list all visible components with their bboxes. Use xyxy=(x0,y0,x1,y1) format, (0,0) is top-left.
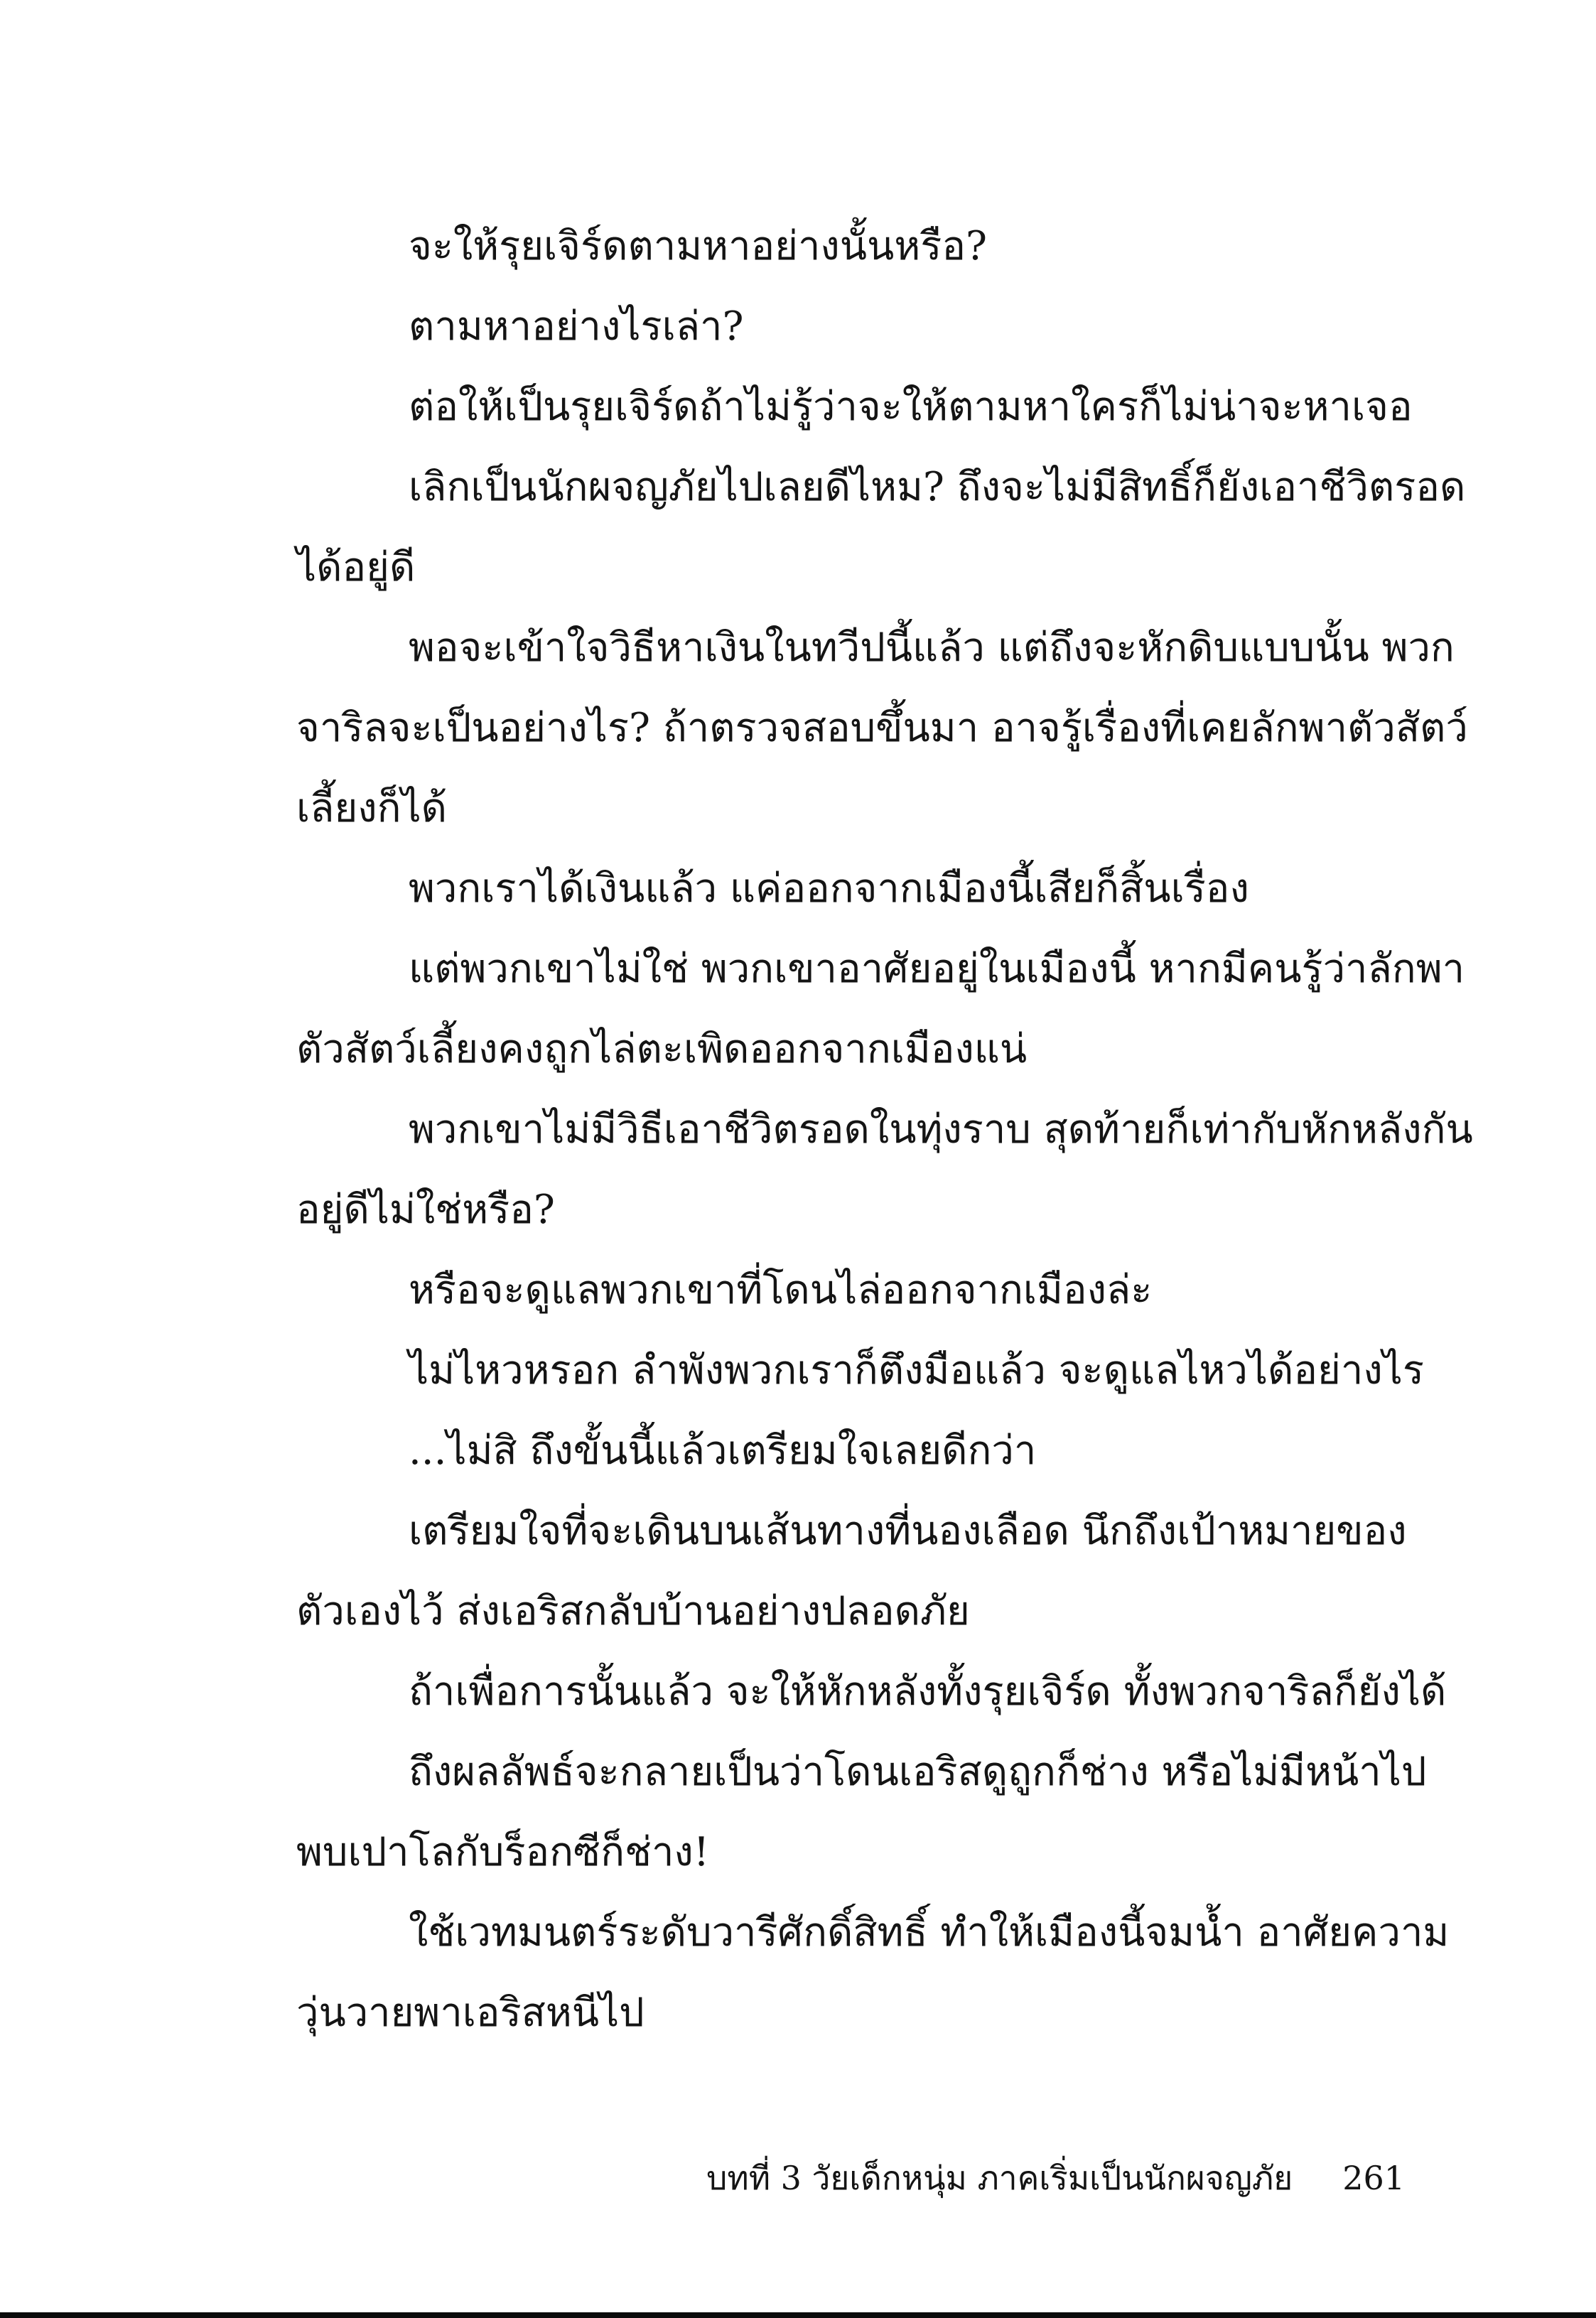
running-head: บทที่ 3 วัยเด็กหนุ่ม ภาคเริ่มเป็นนักผจญภัย xyxy=(706,2159,1293,2197)
paragraph-line: ตามหาอย่างไรเล่า? xyxy=(409,303,744,350)
page-number: 261 xyxy=(1342,2159,1405,2197)
paragraph-line: ได้อยู่ดี xyxy=(296,544,416,591)
paragraph-line: พอจะเข้าใจวิธีหาเงินในทวีปนี้แล้ว แต่ถึงจะหักดิบแบบนั้น พวก xyxy=(409,625,1455,671)
paragraph-line: ใช้เวทมนตร์ระดับวารีศักดิ์สิทธิ์ ทำให้เมืองนี้จมน้ำ อาศัยความ xyxy=(409,1909,1450,1956)
paragraph-line: อยู่ดีไม่ใช่หรือ? xyxy=(296,1187,555,1233)
page-footer xyxy=(296,2150,1405,2206)
paragraph-line: พวกเราได้เงินแล้ว แค่ออกจากเมืองนี้เสียก็สิ้นเรื่อง xyxy=(409,866,1249,912)
paragraph-line: ถึงผลลัพธ์จะกลายเป็นว่าโดนเอริสดูถูกก็ช่าง หรือไม่มีหน้าไป xyxy=(409,1749,1427,1795)
paragraph-line: ถ้าเพื่อการนั้นแล้ว จะให้หักหลังทั้งรุยเจิร์ด ทั้งพวกจาริลก็ยังได้ xyxy=(409,1669,1447,1715)
paragraph-line: ตัวสัตว์เลี้ยงคงถูกไล่ตะเพิดออกจากเมืองแน่ xyxy=(296,1026,1028,1072)
paragraph-line: พวกเขาไม่มีวิธีเอาชีวิตรอดในทุ่งราบ สุดท้ายก็เท่ากับหักหลังกัน xyxy=(409,1106,1473,1153)
paragraph-line: จะให้รุยเจิร์ดตามหาอย่างนั้นหรือ? xyxy=(409,223,987,269)
bottom-border xyxy=(0,2312,1596,2318)
paragraph-line: เลี้ยงก็ได้ xyxy=(296,785,448,831)
paragraph-line: ตัวเองไว้ ส่งเอริสกลับบ้านอย่างปลอดภัย xyxy=(296,1588,970,1634)
paragraph-line: พบเปาโลกับร็อกซีก็ช่าง! xyxy=(296,1829,710,1875)
paragraph-line: วุ่นวายพาเอริสหนีไป xyxy=(296,1990,645,2036)
paragraph-line: ไม่ไหวหรอก ลำพังพวกเราก็ตึงมือแล้ว จะดูแลไหวได้อย่างไร xyxy=(409,1347,1424,1394)
paragraph-line: หรือจะดูแลพวกเขาที่โดนไล่ออกจากเมืองล่ะ xyxy=(409,1267,1153,1313)
paragraph-line: ต่อให้เป็นรุยเจิร์ดถ้าไม่รู้ว่าจะให้ตามหาใครก็ไม่น่าจะหาเจอ xyxy=(409,384,1413,430)
paragraph-line: ...ไม่สิ ถึงขั้นนี้แล้วเตรียมใจเลยดีกว่า xyxy=(409,1428,1037,1474)
paragraph-line: แต่พวกเขาไม่ใช่ พวกเขาอาศัยอยู่ในเมืองนี้ หากมีคนรู้ว่าลักพา xyxy=(409,946,1465,992)
paragraph-line: เลิกเป็นนักผจญภัยไปเลยดีไหม? ถึงจะไม่มีสิทธิ์ก็ยังเอาชีวิตรอด xyxy=(409,464,1466,510)
body-text xyxy=(296,206,1473,2053)
paragraph-line: เตรียมใจที่จะเดินบนเส้นทางที่นองเลือด นึกถึงเป้าหมายของ xyxy=(409,1508,1407,1554)
paragraph-line: จาริลจะเป็นอย่างไร? ถ้าตรวจสอบขึ้นมา อาจรู้เรื่องที่เคยลักพาตัวสัตว์ xyxy=(296,705,1468,751)
